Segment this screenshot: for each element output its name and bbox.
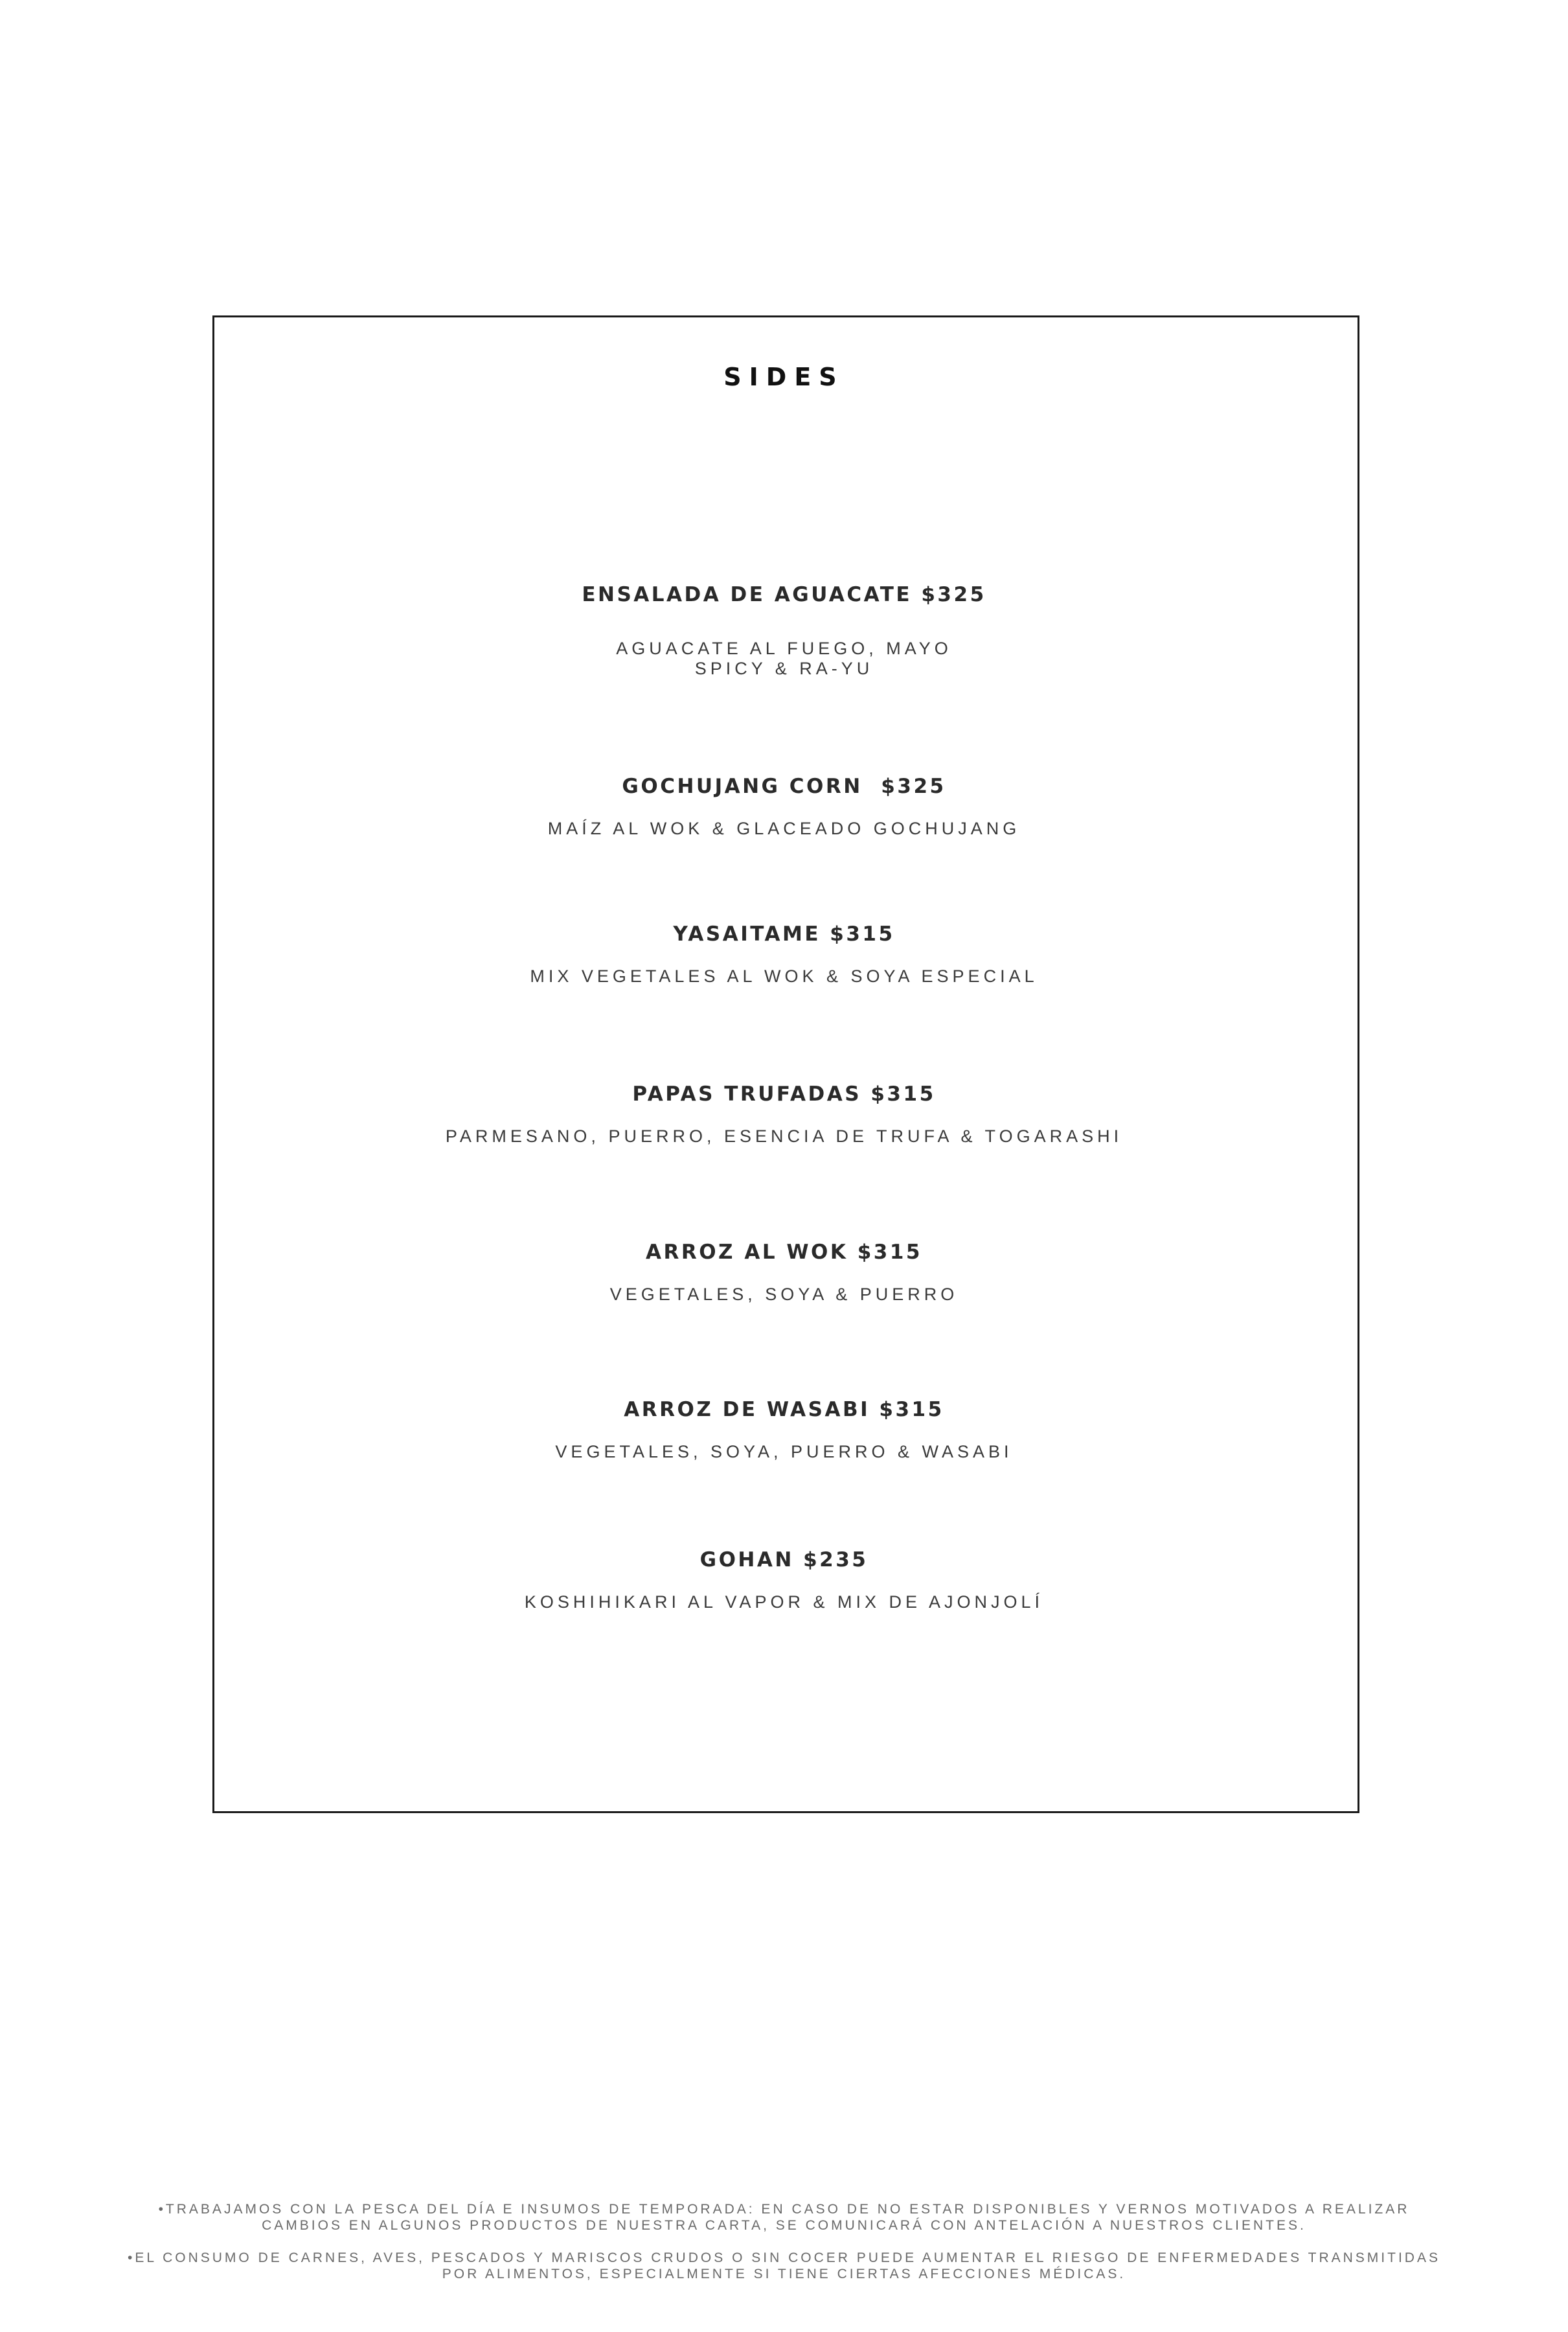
item-description: AGUACATE AL FUEGO, MAYO (616, 639, 952, 658)
item-name: PAPAS TRUFADAS $315 (632, 1082, 936, 1106)
item-description: MIX VEGETALES AL WOK & SOYA ESPECIAL (530, 966, 1038, 986)
item-name: ARROZ DE WASABI $315 (624, 1398, 944, 1421)
item-name: ARROZ AL WOK $315 (645, 1240, 923, 1264)
menu-item-arroz-de-wasabi (0, 1397, 1568, 1462)
item-description: KOSHIHIKARI AL VAPOR & MIX DE AJONJOLÍ (524, 1592, 1044, 1612)
menu-item-papas-trufadas (0, 1081, 1568, 1147)
item-name: YASAITAME $315 (673, 922, 895, 946)
footer-note-seasonal (0, 2201, 1568, 2234)
menu-item-gochujang-corn (0, 773, 1568, 839)
footer-note-health-warning (0, 2250, 1568, 2282)
item-name: GOCHUJANG CORN $325 (622, 775, 946, 798)
footer-note-line: •TRABAJAMOS CON LA PESCA DEL DÍA E INSUMOS DE TEMPORADA: EN CASO DE NO ESTAR DISPONIBLES Y VERNOS MOTIVADOS A REALIZAR (158, 2202, 1410, 2217)
item-description: SPICY & RA-YU (694, 659, 874, 678)
menu-title: SIDES (723, 363, 845, 391)
menu-item-gohan (0, 1547, 1568, 1612)
menu-item-yasaitame (0, 921, 1568, 987)
footer-note-line: POR ALIMENTOS, ESPECIALMENTE SI TIENE CIERTAS AFECCIONES MÉDICAS. (442, 2267, 1126, 2281)
item-description: VEGETALES, SOYA, PUERRO & WASABI (555, 1442, 1013, 1461)
menu-item-ensalada-de-aguacate (0, 582, 1568, 679)
footer-note-line: •EL CONSUMO DE CARNES, AVES, PESCADOS Y MARISCOS CRUDOS O SIN COCER PUEDE AUMENTAR EL RIESGO DE ENFERMEDADES TRANSMITIDAS (128, 2250, 1440, 2265)
menu-item-arroz-al-wok (0, 1239, 1568, 1305)
item-name: GOHAN $235 (699, 1548, 869, 1572)
item-description: VEGETALES, SOYA & PUERRO (609, 1285, 959, 1304)
item-description: PARMESANO, PUERRO, ESENCIA DE TRUFA & TOGARASHI (445, 1126, 1123, 1146)
item-description: MAÍZ AL WOK & GLACEADO GOCHUJANG (547, 819, 1021, 838)
footer-note-line: CAMBIOS EN ALGUNOS PRODUCTOS DE NUESTRA CARTA, SE COMUNICARÁ CON ANTELACIÓN A NUESTROS CLIENTES. (262, 2218, 1306, 2233)
item-name: ENSALADA DE AGUACATE $325 (582, 583, 986, 606)
